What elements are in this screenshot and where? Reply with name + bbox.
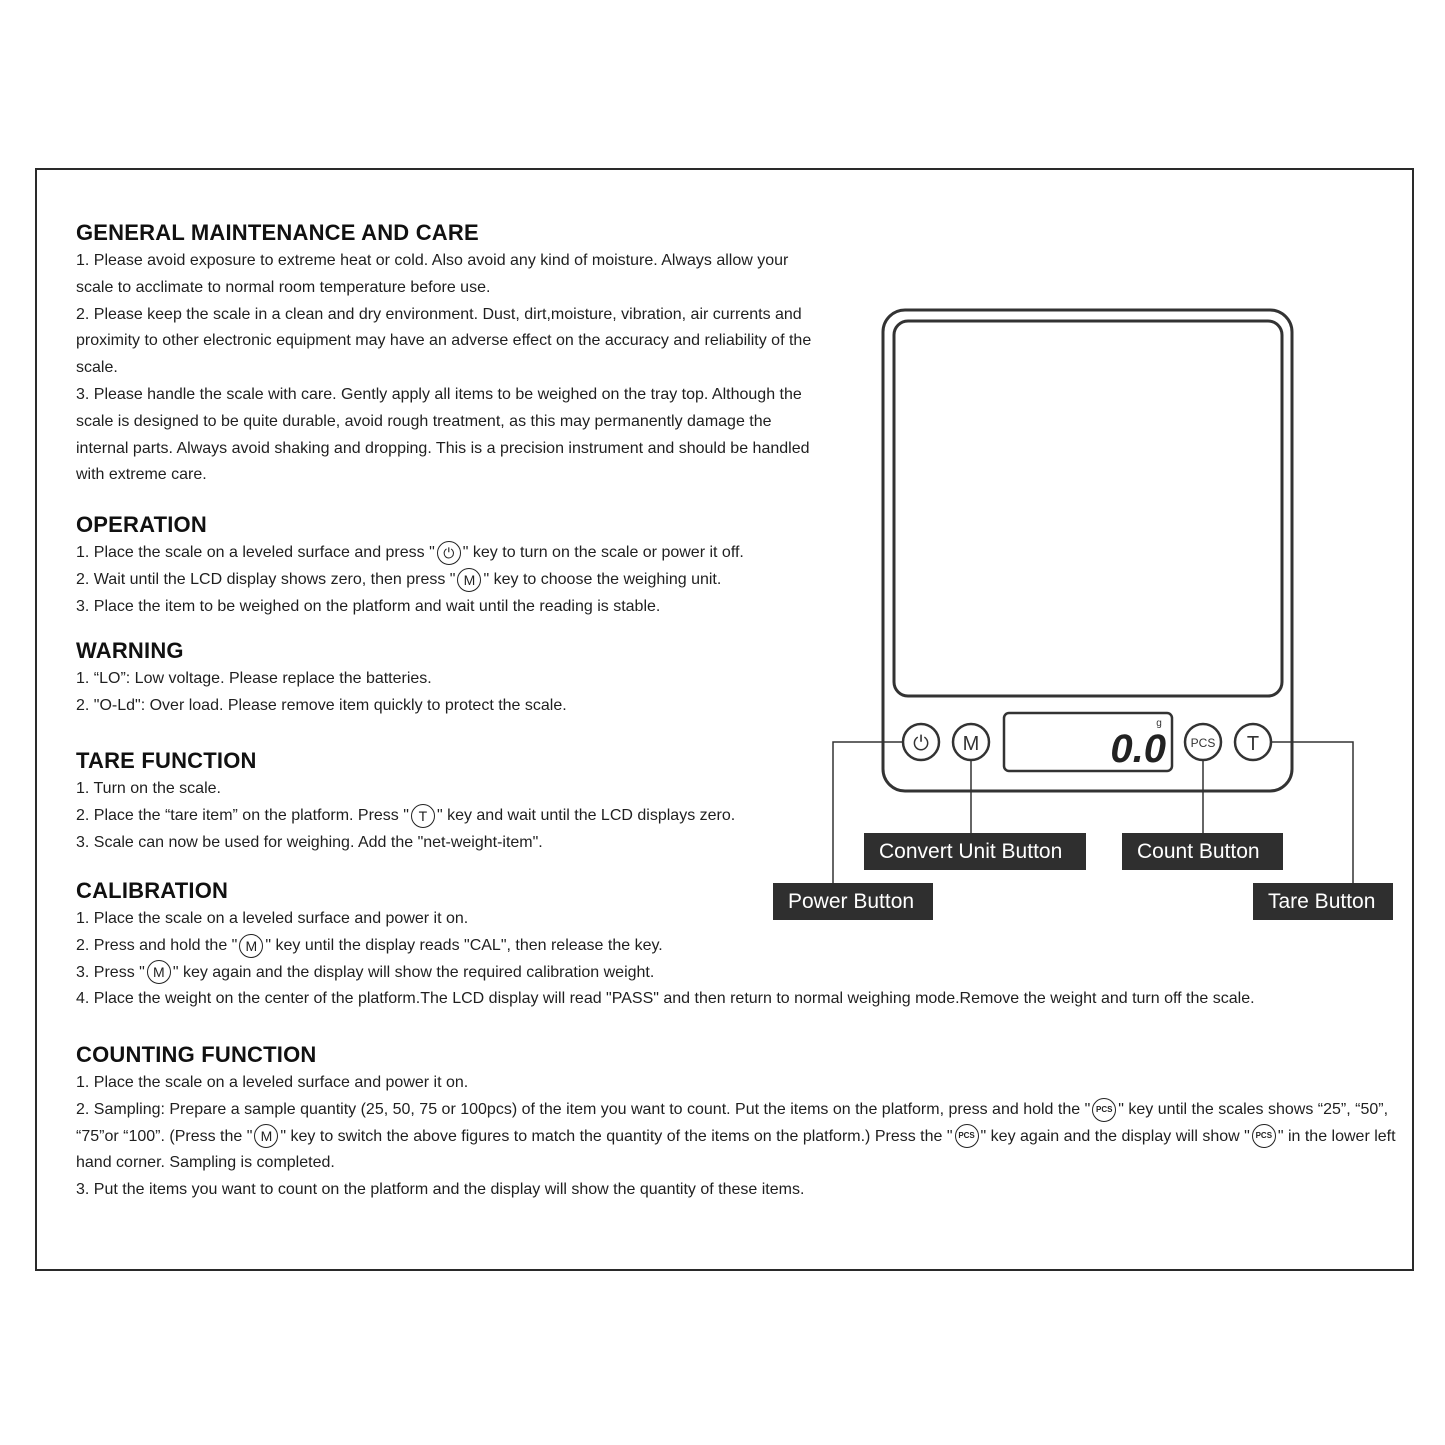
text: " key again and the display will show " — [980, 1127, 1250, 1145]
text: " key to switch the above figures to match the quantity of the items on the platform.) Press the " — [280, 1127, 953, 1145]
warning-title: WARNING — [76, 638, 184, 663]
pcs-key-icon: PCS — [1092, 1098, 1116, 1122]
maintenance-line: 1. Please avoid exposure to extreme heat or cold. Also avoid any kind of moisture. Always allow your — [76, 252, 789, 269]
operation-line-3: 3. Place the item to be weighed on the platform and wait until the reading is stable. — [76, 597, 661, 615]
maintenance-line: scale is designed to be quite durable, avoid rough treatment, as this may permanently damage the — [76, 412, 772, 430]
m-key-icon: M — [239, 934, 263, 958]
calibration-line-4: 4. Place the weight on the center of the platform.The LCD display will read "PASS" and then return to normal weighing mode.Remove the weight and turn off the scale. — [76, 990, 1255, 1008]
tare-button-label: Tare Button — [1253, 883, 1393, 920]
maintenance-line: internal parts. Always avoid shaking and dropping. This is a precision instrument and should be handled — [76, 439, 810, 457]
tare-line-1: 1. Turn on the scale. — [76, 780, 221, 797]
pcs-symbol: PCS — [1190, 736, 1216, 750]
power-button-label: Power Button — [773, 883, 933, 920]
text: " key until the display reads "CAL", then release the key. — [265, 936, 663, 954]
warning-line-2: 2. "O-Ld": Over load. Please remove item quickly to protect the scale. — [76, 696, 567, 714]
m-key-icon: M — [147, 960, 171, 984]
count-button-label: Count Button — [1122, 833, 1283, 870]
text: " key and wait until the LCD displays zero. — [436, 806, 736, 824]
text: 1. Place the scale on a leveled surface and press " — [76, 544, 435, 561]
text: 3. Press " — [76, 963, 145, 981]
text: " key until the scales shows “25”, “50”, “75”or “100”. (Press the " — [76, 1100, 1389, 1145]
t-key-icon: T — [411, 804, 435, 828]
maintenance-line: proximity to other electronic equipment may have an adverse effect on the accuracy and reliability of the — [76, 332, 812, 350]
counting-line-1: 1. Place the scale on a leveled surface and power it on. — [76, 1074, 469, 1091]
scale-platform — [894, 321, 1282, 696]
pcs-key-icon: PCS — [1252, 1124, 1276, 1148]
text: " key to choose the weighing unit. — [483, 570, 722, 588]
power-symbol: ⏻ — [913, 731, 929, 755]
tare-line-3: 3. Scale can now be used for weighing. Add the "net-weight-item". — [76, 833, 543, 851]
calibration-title: CALIBRATION — [76, 878, 229, 903]
maintenance-line: with extreme care. — [76, 466, 207, 484]
calibration-line-1: 1. Place the scale on a leveled surface and power it on. — [76, 910, 469, 927]
m-key-icon: M — [254, 1124, 278, 1148]
maintenance-line: scale to acclimate to normal room temperature before use. — [76, 278, 491, 296]
m-key-icon: M — [457, 568, 481, 592]
text: 2. Press and hold the " — [76, 936, 238, 954]
operation-title: OPERATION — [76, 512, 207, 537]
text: 2. Sampling: Prepare a sample quantity (25, 50, 75 or 100pcs) of the item you want to count. Put the items on the platform, press and hold the " — [76, 1100, 1091, 1118]
lcd-reading: 0.0 — [1110, 727, 1166, 771]
lcd-unit: g — [1156, 718, 1162, 729]
counting-line-3: 3. Put the items you want to count on the platform and the display will show the quantity of these items. — [76, 1181, 805, 1199]
maintenance-title: GENERAL MAINTENANCE AND CARE — [76, 220, 479, 245]
m-symbol: M — [962, 733, 980, 755]
warning-line-1: 1. “LO”: Low voltage. Please replace the batteries. — [76, 670, 432, 687]
maintenance-line: scale. — [76, 359, 118, 377]
counting-title: COUNTING FUNCTION — [76, 1042, 317, 1067]
t-symbol: T — [1246, 733, 1260, 755]
text: 2. Wait until the LCD display shows zero, then press " — [76, 570, 456, 588]
convert-unit-label: Convert Unit Button — [864, 833, 1086, 870]
power-key-icon: ⏻ — [437, 541, 461, 565]
maintenance-line: 2. Please keep the scale in a clean and dry environment. Dust, dirt,moisture, vibration, air currents and — [76, 305, 802, 323]
text: " in the lower left hand corner. Sampling is completed. — [76, 1127, 1396, 1172]
text: " key again and the display will show the required calibration weight. — [172, 963, 655, 981]
pcs-key-icon: PCS — [955, 1124, 979, 1148]
tare-leader-line — [1271, 742, 1353, 883]
scale-body — [883, 310, 1292, 791]
text: 2. Place the “tare item” on the platform. Press " — [76, 806, 409, 824]
text: " key to turn on the scale or power it off. — [462, 544, 744, 561]
tare-title: TARE FUNCTION — [76, 748, 257, 773]
maintenance-line: 3. Please handle the scale with care. Gently apply all items to be weighed on the tray top. Although the — [76, 385, 802, 403]
